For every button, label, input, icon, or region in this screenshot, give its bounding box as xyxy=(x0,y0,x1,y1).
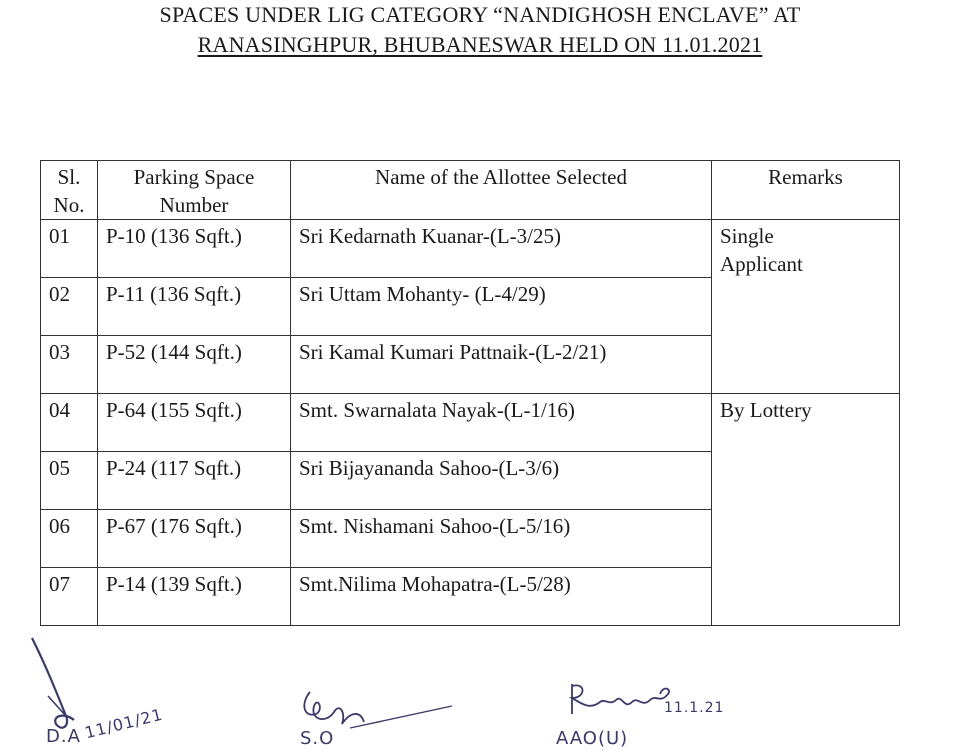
remark-single-line2: Applicant xyxy=(720,252,803,276)
cell-remarks-lottery: By Lottery xyxy=(712,394,900,626)
cell-space: P-52 (144 Sqft.) xyxy=(98,336,291,394)
cell-space: P-67 (176 Sqft.) xyxy=(98,510,291,568)
col-header-remarks: Remarks xyxy=(712,161,900,220)
col-header-sl xyxy=(41,161,98,220)
cell-name: Smt.Nilima Mohapatra-(L-5/28) xyxy=(291,568,712,626)
signature-aao-label: AAO(U) xyxy=(556,728,629,749)
col-header-space-line1: Parking Space xyxy=(133,165,255,189)
table-row xyxy=(41,394,900,452)
document-heading-line2 xyxy=(0,32,960,58)
col-header-sl-line2: No. xyxy=(53,193,85,217)
document-heading-line1: SPACES UNDER LIG CATEGORY “NANDIGHOSH ENCLAVE” AT xyxy=(159,2,801,27)
col-header-space xyxy=(98,161,291,220)
col-header-sl-line1: Sl. xyxy=(57,165,81,189)
remark-single-line1: Single xyxy=(720,224,774,248)
cell-name: Sri Uttam Mohanty- (L-4/29) xyxy=(291,278,712,336)
cell-name: Smt. Swarnalata Nayak-(L-1/16) xyxy=(291,394,712,452)
cell-sl: 02 xyxy=(41,278,98,336)
cell-name: Sri Kedarnath Kuanar-(L-3/25) xyxy=(291,220,712,278)
cell-sl: 03 xyxy=(41,336,98,394)
cell-remarks-single xyxy=(712,220,900,394)
cell-sl: 07 xyxy=(41,568,98,626)
cell-space: P-11 (136 Sqft.) xyxy=(98,278,291,336)
cell-sl: 06 xyxy=(41,510,98,568)
signature-so-label: S.O xyxy=(300,728,335,749)
cell-name: Sri Bijayananda Sahoo-(L-3/6) xyxy=(291,452,712,510)
cell-sl: 05 xyxy=(41,452,98,510)
cell-name: Smt. Nishamani Sahoo-(L-5/16) xyxy=(291,510,712,568)
col-header-space-line2: Number xyxy=(159,193,229,217)
cell-sl: 04 xyxy=(41,394,98,452)
cell-space: P-10 (136 Sqft.) xyxy=(98,220,291,278)
cell-space: P-64 (155 Sqft.) xyxy=(98,394,291,452)
signature-aao-date: 11.1.21 xyxy=(664,700,725,716)
col-header-name: Name of the Allottee Selected xyxy=(291,161,712,220)
cell-space: P-24 (117 Sqft.) xyxy=(98,452,291,510)
table-header-row xyxy=(41,161,900,220)
cell-space: P-14 (139 Sqft.) xyxy=(98,568,291,626)
cell-sl: 01 xyxy=(41,220,98,278)
heading-underlined-text: RANASINGHPUR, BHUBANESWAR HELD ON 11.01.2021 xyxy=(197,32,763,57)
allotment-table xyxy=(40,160,900,626)
cell-name: Sri Kamal Kumari Pattnaik-(L-2/21) xyxy=(291,336,712,394)
table-row xyxy=(41,220,900,278)
signature-da-date: 11/01/21 xyxy=(82,704,165,743)
signature-da-label: D.A xyxy=(46,726,81,747)
